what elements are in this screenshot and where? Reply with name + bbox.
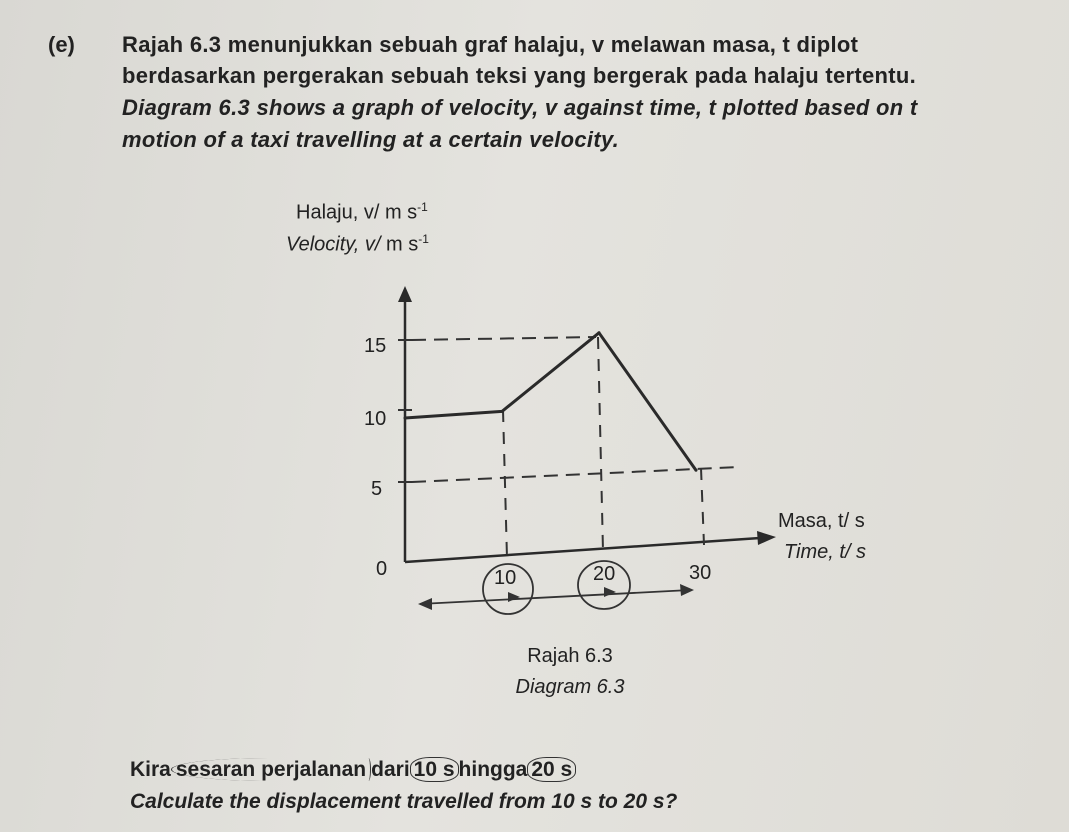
annotation-arrow-mark-20 xyxy=(604,587,616,597)
guide-line-v5 xyxy=(412,467,740,482)
y-tick-5: 5 xyxy=(371,478,383,500)
data-point-3 xyxy=(695,469,698,472)
guide-line-v15 xyxy=(412,337,596,340)
annotation-arrow-line xyxy=(420,590,690,604)
y-tick-15: 15 xyxy=(364,335,387,357)
x-tick-30: 30 xyxy=(689,562,712,584)
guide-line-t20 xyxy=(598,337,603,551)
annotation-arrow-head-right xyxy=(680,584,694,596)
diagram-caption-english: Diagram 6.3 xyxy=(515,676,625,698)
english-text-line-1: Diagram 6.3 shows a graph of velocity, v against time, t plotted based on t xyxy=(122,95,918,120)
x-axis-title-malay: Masa, t/ s xyxy=(778,510,865,532)
x-axis-title-english: Time, t/ s xyxy=(784,541,867,563)
data-point-1 xyxy=(501,410,504,413)
x-axis-arrow xyxy=(757,531,776,545)
diagram-caption-malay: Rajah 6.3 xyxy=(527,645,613,667)
y-axis-arrow xyxy=(398,286,412,302)
y-axis-title-english: Velocity, v/ m $s^{-1}$ xyxy=(286,232,429,256)
data-point-2 xyxy=(598,331,601,334)
english-text-line-2: motion of a taxi travelling at a certain velocity. xyxy=(122,127,620,152)
guide-line-t30 xyxy=(701,468,704,545)
y-tick-10: 10 xyxy=(364,408,387,430)
x-tick-10: 10 xyxy=(494,567,517,589)
question-english: Calculate the displacement travelled from 10 s to 20 s? xyxy=(130,790,678,813)
question-part-label: (e) xyxy=(48,32,75,57)
x-axis-line xyxy=(405,538,760,562)
velocity-series-line xyxy=(405,333,696,470)
y-tick-0: 0 xyxy=(376,558,388,580)
malay-text-line-1: Rajah 6.3 menunjukkan sebuah graf halaju, v melawan masa, t diplot xyxy=(122,32,859,57)
annotation-arrow-mark-10 xyxy=(508,592,520,602)
question-malay: Kira sesaran perjalanan dari 10 s hingga 20 s xyxy=(130,758,576,782)
y-axis-title-malay: Halaju, v/ m $s^{-1}$ xyxy=(296,200,428,224)
malay-text-line-2: berdasarkan pergerakan sebuah teksi yang bergerak pada halaju tertentu. xyxy=(122,63,917,88)
guide-line-t10 xyxy=(503,410,507,558)
x-tick-20: 20 xyxy=(593,563,616,585)
annotation-arrow-head-left xyxy=(418,598,432,610)
data-point-0 xyxy=(404,417,407,420)
